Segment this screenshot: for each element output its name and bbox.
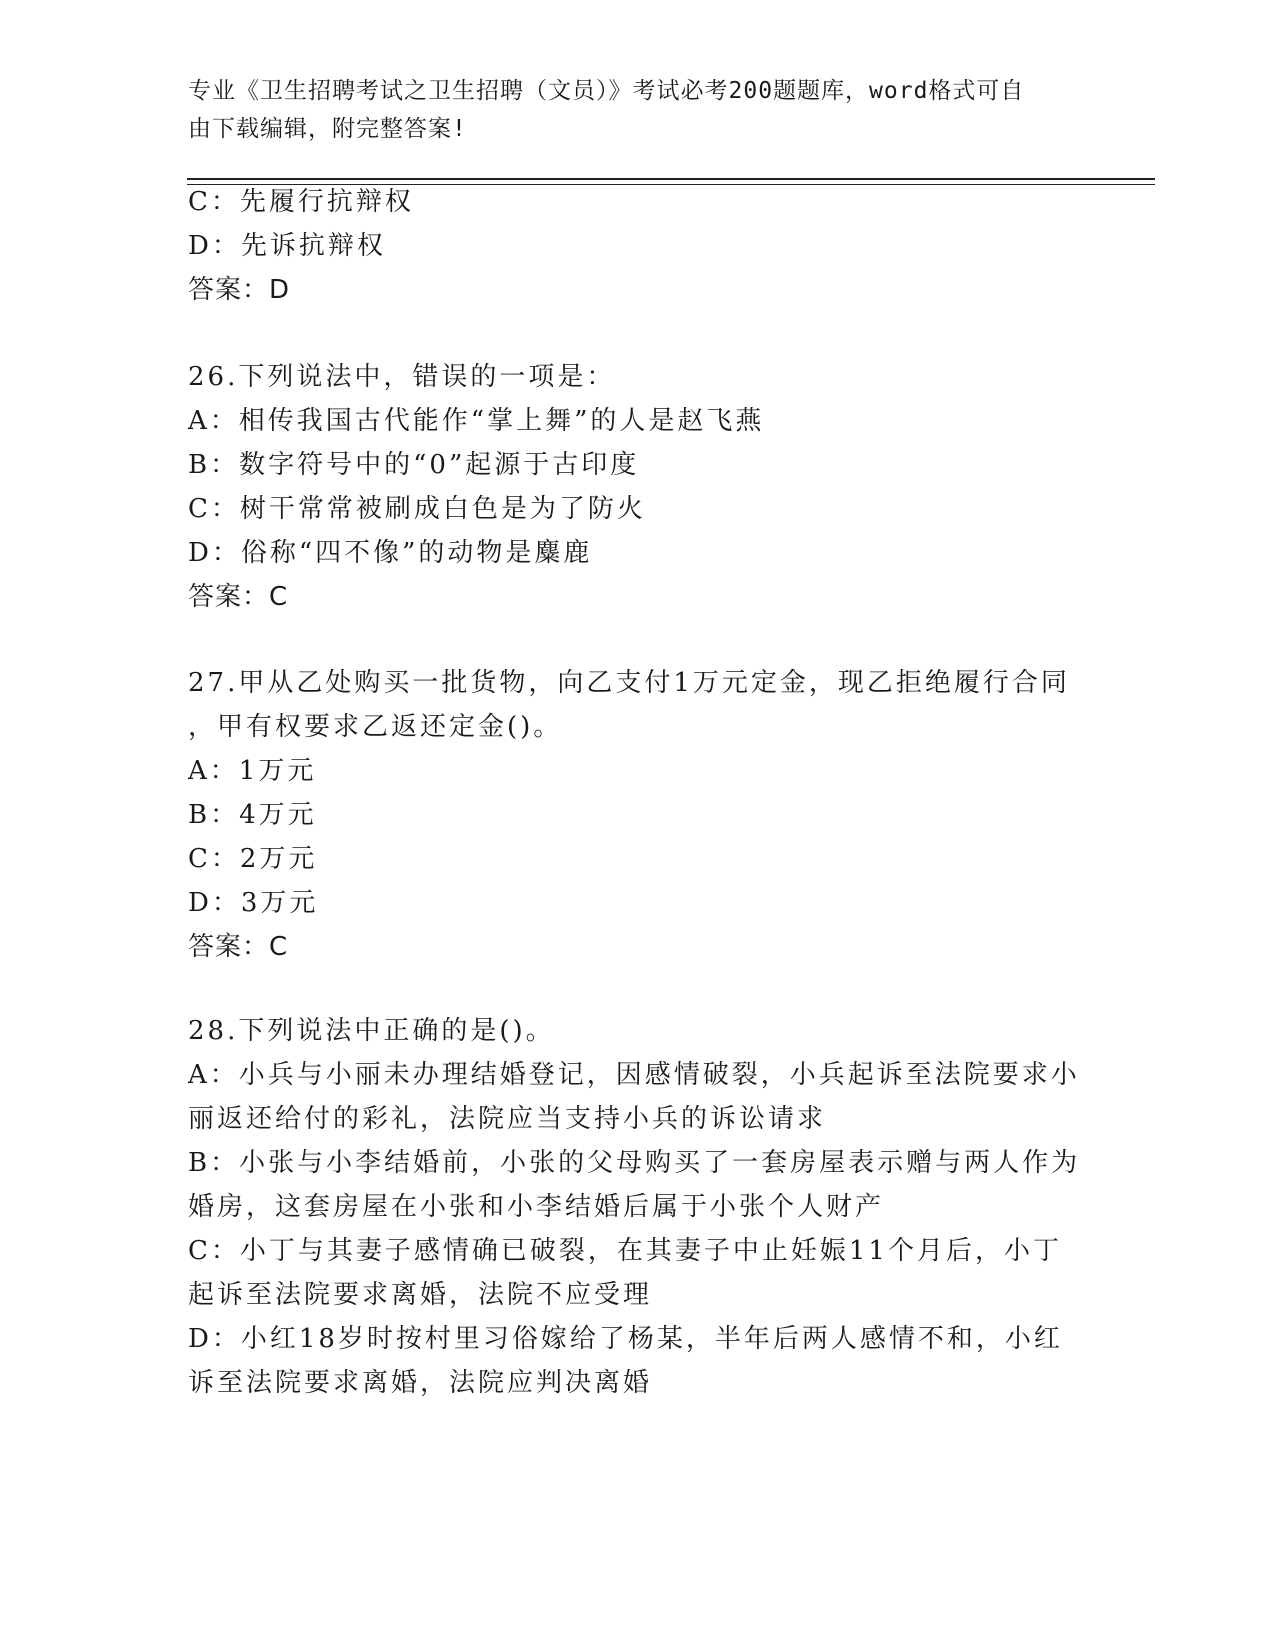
q28-option-b-line-1: B：小张与小李结婚前，小张的父母购买了一套房屋表示赠与两人作为 [188,1148,1081,1178]
q25-option-d: D：先诉抗辩权 [188,231,386,261]
q28-option-c-line-2: 起诉至法院要求离婚，法院不应受理 [188,1280,653,1310]
q28-option-a-line-1: A：小兵与小丽未办理结婚登记，因感情破裂，小兵起诉至法院要求小 [188,1060,1080,1090]
q27-option-b: B：4万元 [188,800,317,830]
q27-option-a: A：1万元 [188,756,317,786]
q25-answer: 答案：D [188,275,291,305]
q26-option-b: B：数字符号中的“0”起源于古印度 [188,450,640,480]
q28-option-d-line-2: 诉至法院要求离婚，法院应判决离婚 [188,1368,653,1398]
q28-stem: 28.下列说法中正确的是()。 [188,1016,555,1046]
q27-stem-line-2: ，甲有权要求乙返还定金()。 [188,712,563,742]
q27-option-c: C：2万元 [188,844,318,874]
q27-answer: 答案：C [188,932,289,962]
header-rule-top [187,178,1155,180]
q27-option-d: D：3万元 [188,888,319,918]
q26-answer: 答案：C [188,582,289,612]
header-note [188,72,1068,148]
q28-option-c-line-1: C：小丁与其妻子感情确已破裂，在其妻子中止妊娠11个月后，小丁 [188,1236,1062,1266]
header-line-1: 专业《卫生招聘考试之卫生招聘（文员）》考试必考200题题库，word格式可自 [188,78,1025,104]
q27-stem-line-1: 27.甲从乙处购买一批货物，向乙支付1万元定金，现乙拒绝履行合同 [188,668,1070,698]
q26-stem: 26.下列说法中，错误的一项是： [188,362,616,392]
q28-option-d-line-1: D：小红18岁时按村里习俗嫁给了杨某，半年后两人感情不和，小红 [188,1324,1063,1354]
header-line-2: 由下载编辑，附完整答案! [188,116,467,142]
q26-option-a: A：相传我国古代能作“掌上舞”的人是赵飞燕 [188,406,765,436]
q28-option-a-line-2: 丽返还给付的彩礼，法院应当支持小兵的诉讼请求 [188,1104,827,1134]
q28-option-b-line-2: 婚房，这套房屋在小张和小李结婚后属于小张个人财产 [188,1192,885,1222]
q26-option-d: D：俗称“四不像”的动物是麋鹿 [188,538,593,568]
q26-option-c: C：树干常常被刷成白色是为了防火 [188,494,646,524]
q25-option-c: C：先履行抗辩权 [188,187,414,217]
